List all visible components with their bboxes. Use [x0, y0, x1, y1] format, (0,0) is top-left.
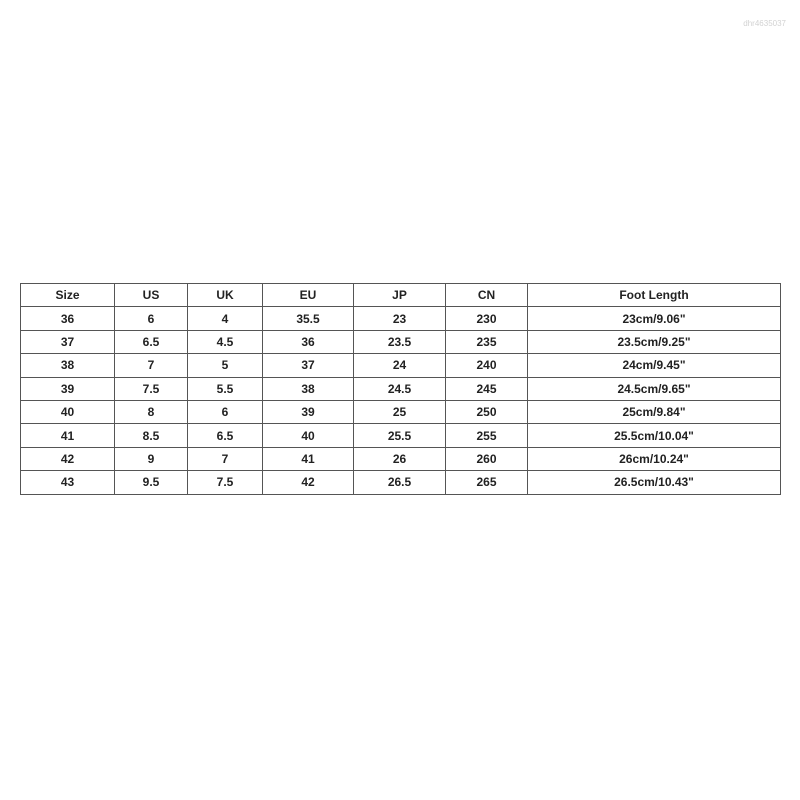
- cell-foot-length: 25.5cm/10.04": [528, 424, 781, 447]
- cell-us: 7: [115, 354, 188, 377]
- cell-eu: 37: [263, 354, 354, 377]
- table-row: [21, 354, 781, 377]
- cell-uk: 5.5: [188, 377, 263, 400]
- cell-foot-length: 24cm/9.45": [528, 354, 781, 377]
- cell-jp: 26: [354, 447, 446, 470]
- cell-foot-length: 24.5cm/9.65": [528, 377, 781, 400]
- cell-size: 36: [21, 307, 115, 330]
- cell-jp: 23.5: [354, 330, 446, 353]
- cell-cn: 230: [446, 307, 528, 330]
- cell-eu: 41: [263, 447, 354, 470]
- cell-size: 37: [21, 330, 115, 353]
- header-cn: CN: [446, 284, 528, 307]
- cell-foot-length: 26.5cm/10.43": [528, 471, 781, 494]
- cell-jp: 23: [354, 307, 446, 330]
- cell-us: 7.5: [115, 377, 188, 400]
- cell-us: 9.5: [115, 471, 188, 494]
- cell-cn: 255: [446, 424, 528, 447]
- cell-uk: 7.5: [188, 471, 263, 494]
- cell-eu: 39: [263, 400, 354, 423]
- table-row: [21, 424, 781, 447]
- cell-foot-length: 25cm/9.84": [528, 400, 781, 423]
- cell-cn: 235: [446, 330, 528, 353]
- cell-jp: 24.5: [354, 377, 446, 400]
- cell-uk: 4: [188, 307, 263, 330]
- cell-us: 6: [115, 307, 188, 330]
- cell-jp: 24: [354, 354, 446, 377]
- header-eu: EU: [263, 284, 354, 307]
- cell-size: 41: [21, 424, 115, 447]
- cell-size: 38: [21, 354, 115, 377]
- header-size: Size: [21, 284, 115, 307]
- cell-us: 8.5: [115, 424, 188, 447]
- cell-eu: 40: [263, 424, 354, 447]
- size-chart-table: [20, 283, 781, 495]
- cell-uk: 4.5: [188, 330, 263, 353]
- cell-foot-length: 23.5cm/9.25": [528, 330, 781, 353]
- cell-cn: 260: [446, 447, 528, 470]
- cell-us: 6.5: [115, 330, 188, 353]
- cell-size: 42: [21, 447, 115, 470]
- cell-cn: 245: [446, 377, 528, 400]
- cell-foot-length: 26cm/10.24": [528, 447, 781, 470]
- header-uk: UK: [188, 284, 263, 307]
- cell-foot-length: 23cm/9.06": [528, 307, 781, 330]
- header-jp: JP: [354, 284, 446, 307]
- cell-us: 8: [115, 400, 188, 423]
- cell-jp: 26.5: [354, 471, 446, 494]
- cell-size: 43: [21, 471, 115, 494]
- cell-uk: 6.5: [188, 424, 263, 447]
- cell-us: 9: [115, 447, 188, 470]
- table-row: [21, 307, 781, 330]
- header-foot-length: Foot Length: [528, 284, 781, 307]
- cell-cn: 240: [446, 354, 528, 377]
- cell-eu: 36: [263, 330, 354, 353]
- header-us: US: [115, 284, 188, 307]
- cell-size: 40: [21, 400, 115, 423]
- table-row: [21, 330, 781, 353]
- cell-eu: 38: [263, 377, 354, 400]
- cell-cn: 250: [446, 400, 528, 423]
- table-row: [21, 447, 781, 470]
- cell-uk: 7: [188, 447, 263, 470]
- table-row: [21, 471, 781, 494]
- cell-size: 39: [21, 377, 115, 400]
- table-row: [21, 400, 781, 423]
- cell-eu: 42: [263, 471, 354, 494]
- cell-eu: 35.5: [263, 307, 354, 330]
- cell-cn: 265: [446, 471, 528, 494]
- cell-uk: 6: [188, 400, 263, 423]
- table-row: [21, 377, 781, 400]
- watermark-text: dhr4635037: [743, 19, 786, 28]
- table-header-row: [21, 284, 781, 307]
- cell-jp: 25: [354, 400, 446, 423]
- cell-uk: 5: [188, 354, 263, 377]
- cell-jp: 25.5: [354, 424, 446, 447]
